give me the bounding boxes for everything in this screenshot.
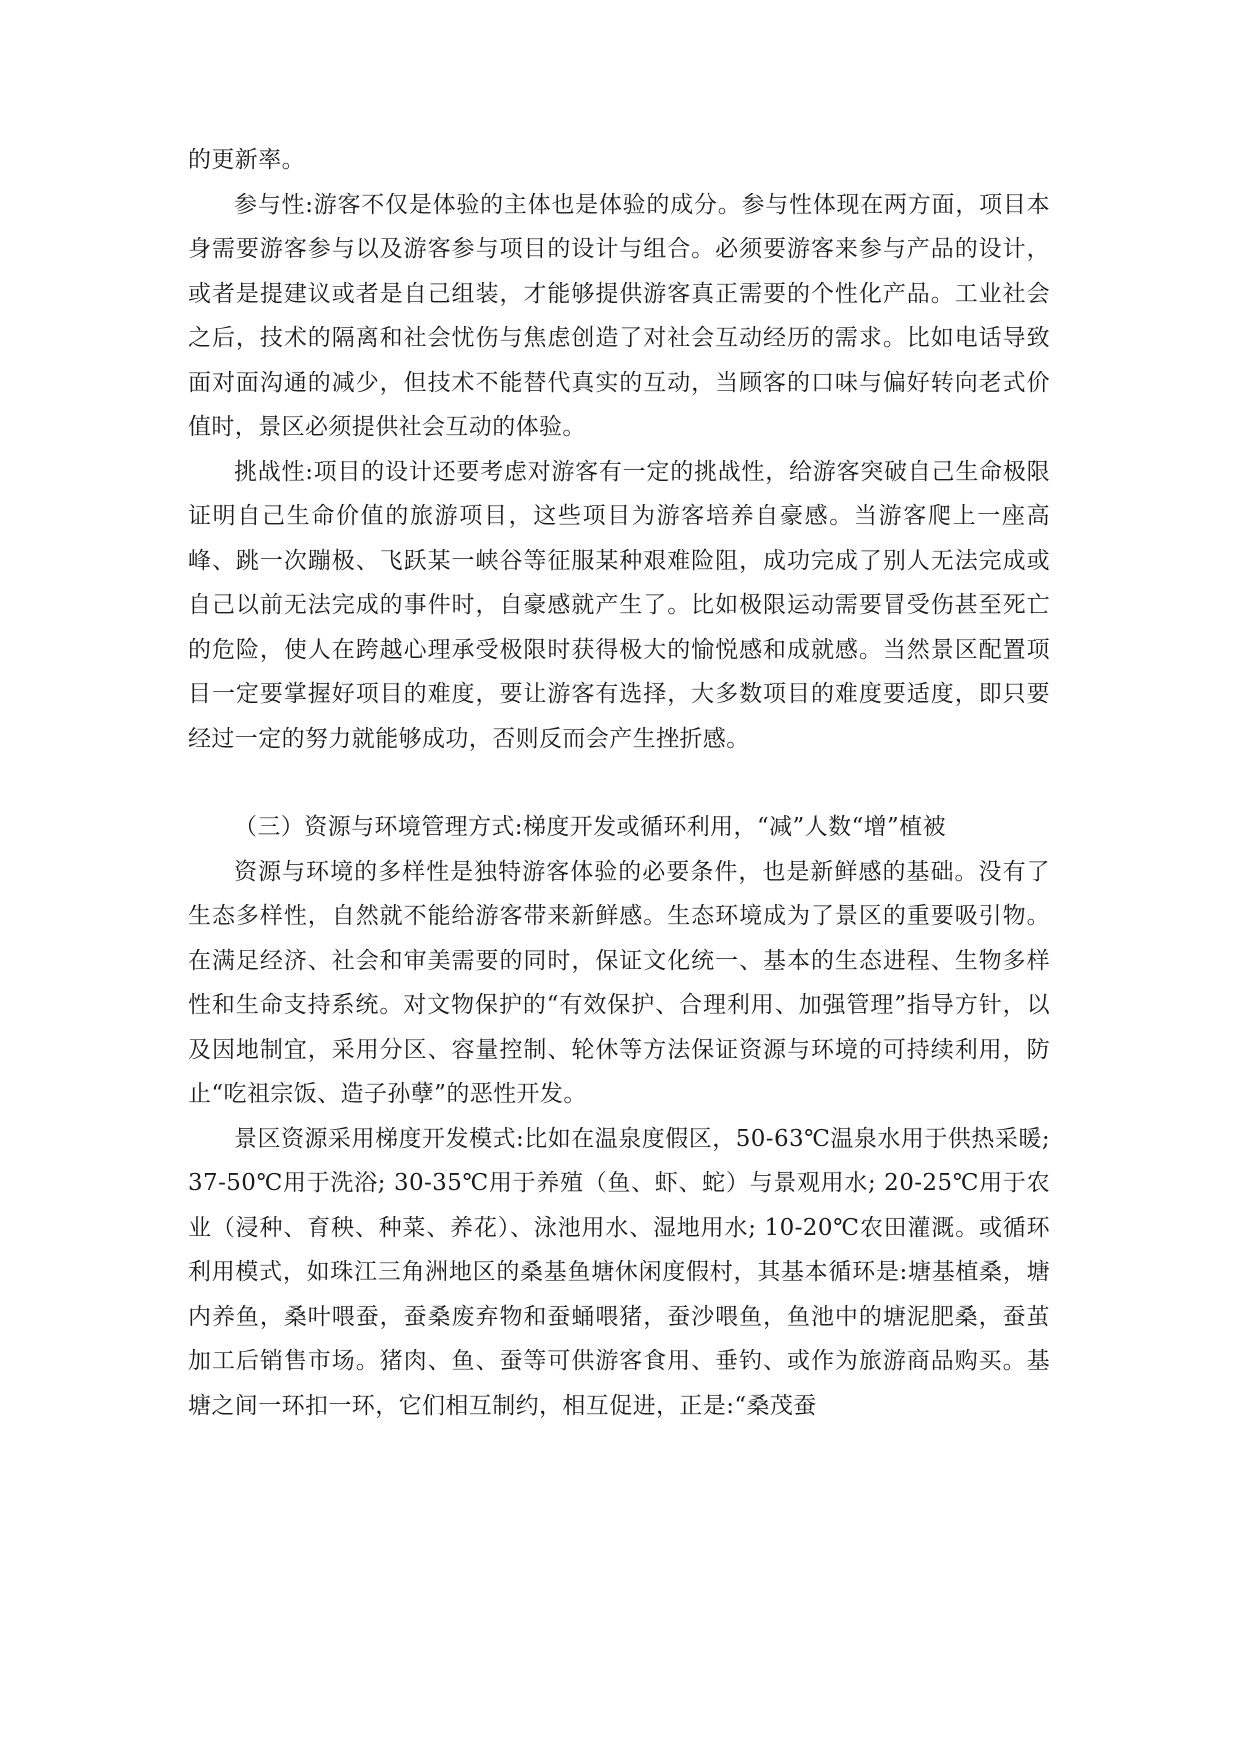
paragraph-participation: 参与性:游客不仅是体验的主体也是体验的成分。参与性体现在两方面，项目本身需要游客参与以及游客参与项目的设计与组合。必须要游客来参与产品的设计，或者是提建议或者是自己组装，才能够提供游客真正需要的个性化产品。工业社会之后，技术的隔离和社会忧伤与焦虑创造了对社会互动经历的需求。比如电话导致面对面沟通的减少，但技术不能替代真实的互动，当顾客的口味与偏好转向老式价值时，景区必须提供社会互动的体验。 xyxy=(188,191,1050,440)
document-page xyxy=(188,138,1050,1428)
paragraph-challenge: 挑战性:项目的设计还要考虑对游客有一定的挑战性，给游客突破自己生命极限证明自己生命价值的旅游项目，这些项目为游客培养自豪感。当游客爬上一座高峰、跳一次蹦极、飞跃某一峡谷等征服某种艰难险阻，成功完成了别人无法完成或自己以前无法完成的事件时，自豪感就产生了。比如极限运动需要冒受伤甚至死亡的危险，使人在跨越心理承受极限时获得极大的愉悦感和成就感。当然景区配置项目一定要掌握好项目的难度，要让游客有选择，大多数项目的难度要适度，即只要经过一定的努力就能够成功，否则反而会产生挫折感。 xyxy=(188,458,1050,752)
paragraph-resource-diversity: 资源与环境的多样性是独特游客体验的必要条件，也是新鲜感的基础。没有了生态多样性，自然就不能给游客带来新鲜感。生态环境成为了景区的重要吸引物。在满足经济、社会和审美需要的同时，保证文化统一、基本的生态进程、生物多样性和生命支持系统。对文物保护的“有效保护、合理利用、加强管理”指导方针，以及因地制宜，采用分区、容量控制、轮休等方法保证资源与环境的可持续利用，防止“吃祖宗饭、造子孙孽”的恶性开发。 xyxy=(188,858,1050,1107)
section-heading-resource-management: （三）资源与环境管理方式:梯度开发或循环利用，“减”人数“增”植被 xyxy=(234,814,946,840)
paragraph-gradient-development: 景区资源采用梯度开发模式:比如在温泉度假区，50-63℃温泉水用于供热采暖; 37-50℃用于洗浴; 30-35℃用于养殖（鱼、虾、蛇）与景观用水; 20-25℃用于农业（浸种、育秧、种菜、养花）、泳池用水、湿地用水; 10-20℃农田灌溉。或循环利用模式，如珠江三角洲地区的桑基鱼塘休闲度假村，其基本循环是:塘基植桑，塘内养鱼，桑叶喂蚕，蚕桑废弃物和蚕蛹喂猪，蚕沙喂鱼，鱼池中的塘泥肥桑，蚕茧加工后销售市场。猪肉、鱼、蚕等可供游客食用、垂钓、或作为旅游商品购买。基塘之间一环扣一环，它们相互制约，相互促进，正是:“桑茂蚕 xyxy=(188,1125,1050,1419)
paragraph-continuation: 的更新率。 xyxy=(188,147,305,173)
